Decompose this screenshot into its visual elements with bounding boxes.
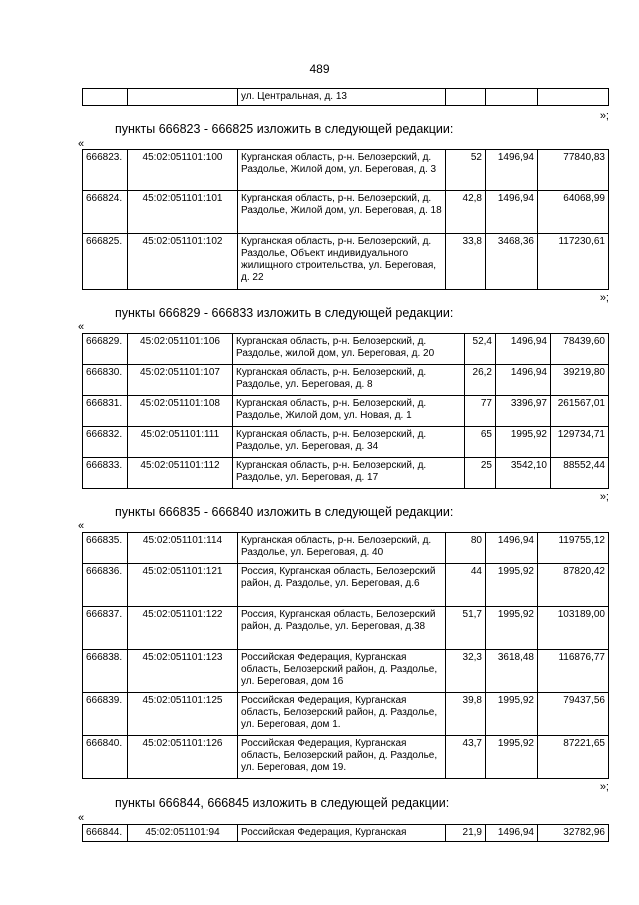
table-row [83, 396, 609, 427]
cell-cadastral: 45:02:051101:112 [128, 458, 233, 489]
cell-cadastral: 45:02:051101:125 [128, 693, 238, 736]
section-heading: пункты 666844, 666845 изложить в следующей редакции: [115, 796, 450, 810]
table-row [83, 693, 609, 736]
cell-area: 44 [446, 564, 486, 607]
cell-address: ул. Центральная, д. 13 [238, 89, 446, 106]
section-heading: пункты 666823 - 666825 изложить в следующей редакции: [115, 122, 454, 136]
cell-value: 261567,01 [551, 396, 609, 427]
table-row [83, 191, 609, 234]
opening-quote: « [78, 138, 85, 150]
cell-number: 666829. [83, 334, 128, 365]
cell-price: 3542,10 [496, 458, 551, 489]
cell-value: 87820,42 [538, 564, 609, 607]
cell-price: 1496,94 [496, 334, 551, 365]
cell-number: 666839. [83, 693, 128, 736]
cell-number: 666844. [83, 825, 128, 842]
opening-quote: « [78, 520, 85, 532]
cell-price: 1995,92 [496, 427, 551, 458]
cell-area: 52,4 [465, 334, 496, 365]
cell-area: 51,7 [446, 607, 486, 650]
cell-area: 42,8 [446, 191, 486, 234]
cell-number: 666838. [83, 650, 128, 693]
cell-value: 77840,83 [538, 150, 609, 191]
cell-cadastral: 45:02:051101:101 [128, 191, 238, 234]
cell-address: Российская Федерация, Курганская область, Белозерский район, д. Раздолье, ул. Береговая, дом 16 [238, 650, 446, 693]
cell-address: Российская Федерация, Курганская область, Белозерский район, д. Раздолье, ул. Береговая, дом 1. [238, 693, 446, 736]
cell-area: 21,9 [446, 825, 486, 842]
cell-cadastral: 45:02:051101:102 [128, 234, 238, 290]
cell-cadastral: 45:02:051101:111 [128, 427, 233, 458]
closing-quote: »; [599, 292, 609, 304]
table-section-1 [82, 149, 609, 290]
cell-value: 116876,77 [538, 650, 609, 693]
cell-price: 3468,36 [486, 234, 538, 290]
cell-area: 32,3 [446, 650, 486, 693]
cell-address: Курганская область, р-н. Белозерский, д. Раздолье, ул. Береговая, д. 8 [233, 365, 465, 396]
cell-value: 119755,12 [538, 533, 609, 564]
cell-price: 1496,94 [486, 825, 538, 842]
cell-number [83, 89, 128, 106]
cell-address: Курганская область, р-н. Белозерский, д. Раздолье, жилой дом, ул. Береговая, д. 20 [233, 334, 465, 365]
cell-value [538, 89, 609, 106]
cell-address: Курганская область, р-н. Белозерский, д. Раздолье, ул. Береговая, д. 34 [233, 427, 465, 458]
opening-quote: « [78, 321, 85, 333]
cell-area: 65 [465, 427, 496, 458]
table-row [83, 825, 609, 842]
cell-cadastral: 45:02:051101:108 [128, 396, 233, 427]
cell-price: 3396,97 [496, 396, 551, 427]
table-section-3 [82, 532, 609, 779]
cell-area: 33,8 [446, 234, 486, 290]
cell-cadastral: 45:02:051101:100 [128, 150, 238, 191]
cell-cadastral: 45:02:051101:107 [128, 365, 233, 396]
table-row [83, 427, 609, 458]
table-row [83, 150, 609, 191]
cell-area: 25 [465, 458, 496, 489]
cell-price [486, 89, 538, 106]
cell-value: 103189,00 [538, 607, 609, 650]
cell-price: 1995,92 [486, 564, 538, 607]
cell-value: 129734,71 [551, 427, 609, 458]
cell-number: 666824. [83, 191, 128, 234]
cell-number: 666823. [83, 150, 128, 191]
cell-number: 666825. [83, 234, 128, 290]
cell-number: 666833. [83, 458, 128, 489]
cell-cadastral: 45:02:051101:114 [128, 533, 238, 564]
cell-cadastral: 45:02:051101:126 [128, 736, 238, 779]
cell-cadastral: 45:02:051101:123 [128, 650, 238, 693]
cell-area: 26,2 [465, 365, 496, 396]
table-row [83, 607, 609, 650]
cell-address: Российская Федерация, Курганская [238, 825, 446, 842]
cell-price: 1496,94 [496, 365, 551, 396]
cell-value: 39219,80 [551, 365, 609, 396]
cell-value: 64068,99 [538, 191, 609, 234]
cell-number: 666835. [83, 533, 128, 564]
cell-number: 666831. [83, 396, 128, 427]
cell-price: 1995,92 [486, 607, 538, 650]
cell-address: Россия, Курганская область, Белозерский район, д. Раздолье, ул. Береговая, д.38 [238, 607, 446, 650]
cell-number: 666837. [83, 607, 128, 650]
cell-value: 78439,60 [551, 334, 609, 365]
cell-address: Курганская область, р-н. Белозерский, д. Раздолье, Объект индивидуального жилищного строительства, ул. Береговая, д. 22 [238, 234, 446, 290]
cell-price: 1496,94 [486, 191, 538, 234]
cell-number: 666836. [83, 564, 128, 607]
cell-value: 79437,56 [538, 693, 609, 736]
cell-price: 1496,94 [486, 533, 538, 564]
cell-cadastral: 45:02:051101:121 [128, 564, 238, 607]
cell-cadastral: 45:02:051101:122 [128, 607, 238, 650]
cell-value: 32782,96 [538, 825, 609, 842]
cell-area: 39,8 [446, 693, 486, 736]
cell-value: 88552,44 [551, 458, 609, 489]
section-heading: пункты 666835 - 666840 изложить в следующей редакции: [115, 505, 454, 519]
cell-address: Курганская область, р-н. Белозерский, д. Раздолье, Жилой дом, ул. Новая, д. 1 [233, 396, 465, 427]
page-number: 489 [309, 62, 330, 76]
cell-address: Курганская область, р-н. Белозерский, д. Раздолье, Жилой дом, ул. Береговая, д. 3 [238, 150, 446, 191]
table-row [83, 458, 609, 489]
table-row [83, 334, 609, 365]
cell-cadastral: 45:02:051101:94 [128, 825, 238, 842]
cell-cadastral: 45:02:051101:106 [128, 334, 233, 365]
cell-number: 666830. [83, 365, 128, 396]
cell-value: 117230,61 [538, 234, 609, 290]
table-row [83, 89, 609, 106]
cell-area: 52 [446, 150, 486, 191]
table-row [83, 365, 609, 396]
opening-quote: « [78, 812, 85, 824]
cell-cadastral [128, 89, 238, 106]
cell-value: 87221,65 [538, 736, 609, 779]
table-section-4 [82, 824, 609, 842]
cell-price: 1995,92 [486, 736, 538, 779]
table-row [83, 564, 609, 607]
cell-number: 666840. [83, 736, 128, 779]
cell-area: 43,7 [446, 736, 486, 779]
closing-quote: »; [599, 110, 609, 122]
cell-address: Курганская область, р-н. Белозерский, д. Раздолье, Жилой дом, ул. Береговая, д. 18 [238, 191, 446, 234]
cell-price: 1995,92 [486, 693, 538, 736]
cell-area [446, 89, 486, 106]
cell-price: 3618,48 [486, 650, 538, 693]
table-row [83, 736, 609, 779]
cell-address: Курганская область, р-н. Белозерский, д. Раздолье, ул. Береговая, д. 40 [238, 533, 446, 564]
table-section-2 [82, 333, 609, 489]
table-top-continuation [82, 88, 609, 106]
cell-area: 80 [446, 533, 486, 564]
cell-address: Российская Федерация, Курганская область, Белозерский район, д. Раздолье, ул. Береговая, дом 19. [238, 736, 446, 779]
closing-quote: »; [599, 781, 609, 793]
cell-address: Россия, Курганская область, Белозерский район, д. Раздолье, ул. Береговая, д.6 [238, 564, 446, 607]
cell-address: Курганская область, р-н. Белозерский, д. Раздолье, ул. Береговая, д. 17 [233, 458, 465, 489]
table-row [83, 650, 609, 693]
cell-price: 1496,94 [486, 150, 538, 191]
cell-area: 77 [465, 396, 496, 427]
table-row [83, 234, 609, 290]
cell-number: 666832. [83, 427, 128, 458]
table-row [83, 533, 609, 564]
closing-quote: »; [599, 491, 609, 503]
section-heading: пункты 666829 - 666833 изложить в следующей редакции: [115, 306, 454, 320]
